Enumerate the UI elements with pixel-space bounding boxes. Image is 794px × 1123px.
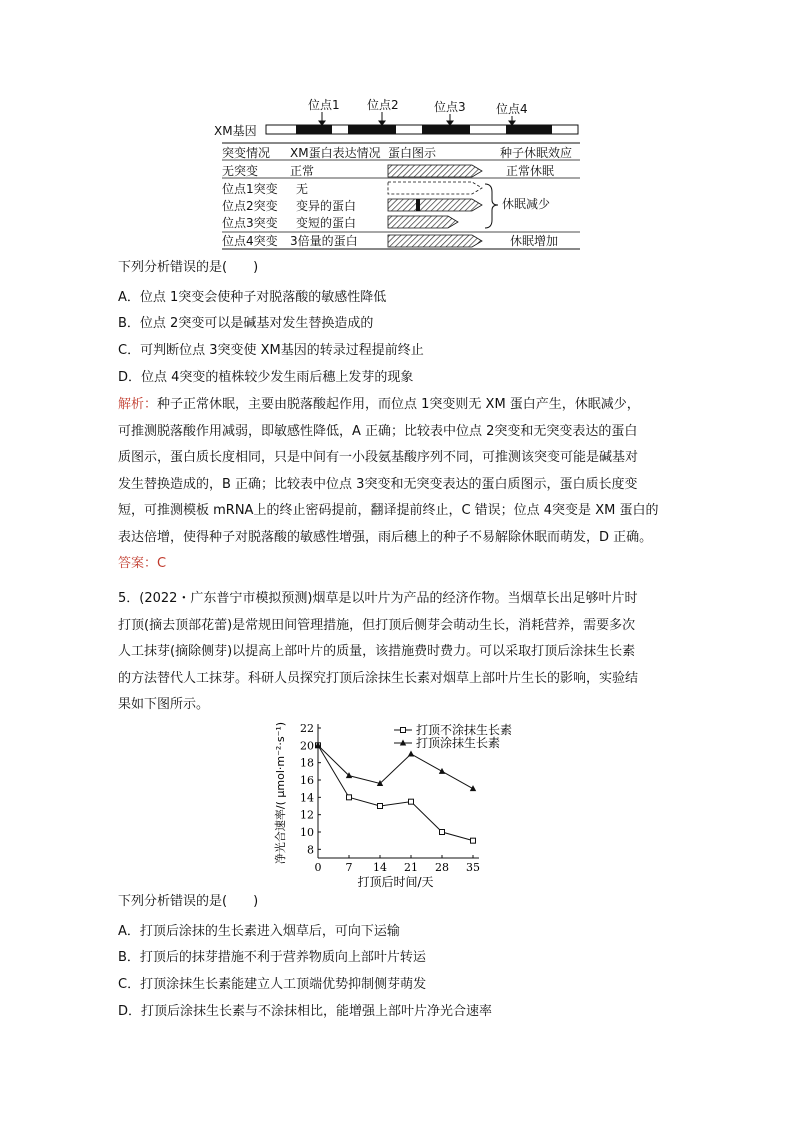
row-0-expression: 正常 (290, 164, 315, 178)
y-tick-label: 20 (300, 739, 314, 753)
row-4-effect: 休眠增加 (510, 234, 559, 248)
data-point-triangle (439, 768, 445, 774)
x-tick-label: 7 (345, 861, 353, 874)
protein-site2-variant (388, 199, 482, 211)
brace-label: 休眠减少 (502, 197, 551, 211)
series-line-2 (318, 745, 473, 788)
site-label-2: 位点2 (367, 98, 399, 112)
q5-option-a: A．打顶后涂抹的生长素进入烟草后，可向下运输 (118, 924, 400, 939)
q4-option-a: A．位点 1突变会使种子对脱落酸的敏感性降低 (118, 290, 387, 305)
analysis-line: 种子正常休眠，主要由脱落酸起作用，而位点 1突变则无 XM 蛋白产生，休眠减少， (157, 397, 640, 412)
x-tick-label: 28 (435, 861, 449, 874)
legend-marker-square (401, 728, 406, 733)
y-tick-label: 12 (300, 808, 314, 822)
q5-line: 5．(2022・广东普宁市模拟预测)烟草是以叶片为产品的经济作物。当烟草长出足够叶片时 (118, 591, 638, 606)
q4-option-d: D．位点 4突变的植株较少发生雨后穗上发芽的现象 (118, 370, 414, 385)
row-0-mutation: 无突变 (222, 164, 259, 178)
header-protein: 蛋白图示 (388, 146, 437, 160)
y-tick-label: 14 (300, 791, 314, 805)
q5-stem: 下列分析错误的是( ) (118, 894, 259, 909)
data-point-square (409, 799, 414, 804)
x-tick-label: 14 (373, 861, 387, 874)
site-label-3: 位点3 (434, 100, 466, 114)
site-label-1: 位点1 (308, 98, 340, 112)
analysis-line: 可推测脱落酸作用减弱，即敏感性降低，A 正确；比较表中位点 2突变和无突变表达的蛋白 (118, 423, 638, 439)
x-tick-label: 35 (466, 861, 480, 874)
answer-label: 答案： (118, 556, 158, 571)
data-point-square (378, 804, 383, 809)
series-line-1 (318, 745, 473, 840)
row-3-expression: 变短的蛋白 (296, 216, 357, 230)
data-point-square (471, 838, 476, 843)
xm-gene-bar (266, 125, 578, 134)
protein-site3-short (388, 216, 458, 228)
protein-site4-triple (388, 235, 482, 247)
x-axis-label: 打顶后时间/天 (357, 875, 434, 889)
x-tick-label: 21 (404, 861, 418, 874)
protein-site1-none (388, 182, 482, 194)
q5-option-b: B．打顶后的抹芽措施不利于营养物质向上部叶片转运 (118, 950, 426, 965)
photosynthesis-chart (268, 718, 538, 890)
row-3-mutation: 位点3突变 (222, 216, 278, 230)
header-expression: XM蛋白表达情况 (290, 146, 381, 160)
analysis-line: 表达倍增，使得种子对脱落酸的敏感性增强，雨后穗上的种子不易解除休眠而萌发，D 正确。 (118, 529, 653, 545)
data-point-square (440, 830, 445, 835)
y-tick-label: 18 (300, 756, 314, 770)
gene-label: XM基因 (214, 124, 257, 138)
q4-option-b: B．位点 2突变可以是碱基对发生替换造成的 (118, 316, 374, 331)
y-tick-label: 22 (300, 722, 314, 735)
analysis-line: 发生替换造成的，B 正确；比较表中位点 3突变和无突变表达的蛋白质图示，蛋白质长度变 (118, 476, 638, 492)
protein-normal (388, 165, 482, 177)
legend-label: 打顶不涂抹生长素 (416, 723, 513, 737)
q4-analysis (118, 392, 698, 578)
analysis-line: 短，可推测模板 mRNA上的终止密码提前，翻译提前终止，C 错误；位点 4突变是 XM 蛋白的 (118, 503, 659, 518)
row-2-mutation: 位点2突变 (222, 199, 278, 213)
row-1-expression: 无 (296, 182, 309, 196)
site-arrows (319, 112, 515, 125)
q5-option-c: C．打顶涂抹生长素能建立人工顶端优势抑制侧芽萌发 (118, 977, 427, 992)
row-0-effect: 正常休眠 (506, 164, 555, 178)
data-point-triangle (408, 751, 414, 757)
y-axis-label: 净光合速率/( μmol·m⁻²·s⁻¹) (274, 721, 287, 865)
header-effect: 种子休眠效应 (500, 146, 573, 160)
row-4-expression: 3倍量的蛋白 (290, 234, 358, 248)
q5-line: 的方法替代人工抹芽。科研人员探究打顶后涂抹生长素对烟草上部叶片生长的影响，实验结 (118, 670, 639, 686)
legend-label: 打顶涂抹生长素 (416, 736, 501, 750)
row-4-mutation: 位点4突变 (222, 234, 278, 248)
xm-gene-figure (210, 92, 590, 252)
answer-value: C (157, 556, 167, 571)
q4-stem: 下列分析错误的是( ) (118, 260, 259, 275)
row-2-expression: 变异的蛋白 (296, 199, 357, 213)
data-point-triangle (470, 785, 476, 791)
q5-option-d: D．打顶后涂抹生长素与不涂抹相比，能增强上部叶片净光合速率 (118, 1004, 493, 1019)
q5-line: 人工抹芽(摘除侧芽)以提高上部叶片的质量，该措施费时费力。可以采取打顶后涂抹生长素 (118, 644, 636, 659)
y-tick-label: 10 (300, 826, 314, 839)
analysis-label: 解析： (118, 397, 158, 412)
row-1-mutation: 位点1突变 (222, 182, 278, 196)
q5-line: 果如下图所示。 (118, 697, 210, 712)
q5-text (118, 586, 698, 719)
q5-line: 打顶(摘去顶部花蕾)是常规田间管理措施，但打顶后侧芽会萌动生长，消耗营养，需要多次 (118, 617, 636, 633)
y-tick-label: 8 (307, 843, 314, 857)
header-mutation: 突变情况 (222, 146, 271, 160)
x-tick-label: 0 (314, 861, 322, 874)
brace (485, 184, 498, 228)
data-point-square (347, 795, 352, 800)
site-label-4: 位点4 (496, 102, 528, 116)
analysis-line: 质图示，蛋白质长度相同，只是中间有一小段氨基酸序列不同，可推测该突变可能是碱基对 (118, 450, 639, 465)
y-tick-label: 16 (300, 774, 314, 787)
q4-option-c: C．可判断位点 3突变使 XM基因的转录过程提前终止 (118, 343, 424, 358)
